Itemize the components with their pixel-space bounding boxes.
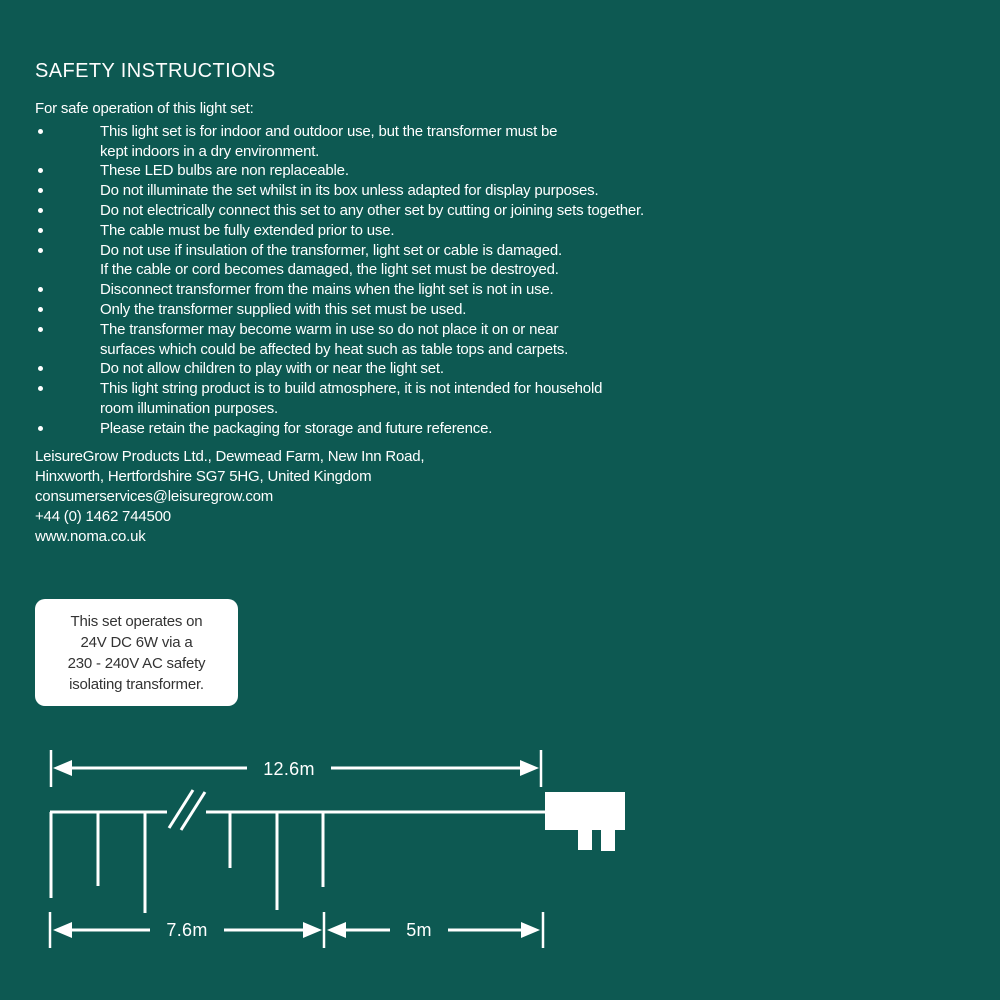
lit-length-label: 7.6m	[166, 920, 208, 940]
lead-length-label: 5m	[406, 920, 432, 940]
text-column	[35, 60, 644, 547]
list-item-line: This light string product is to build atmosphere, it is not intended for household	[100, 380, 603, 398]
bullet-icon	[38, 188, 43, 193]
contact-email: consumerservices@leisuregrow.com	[35, 487, 274, 505]
bullet-icon	[38, 327, 43, 332]
list-item-line: Disconnect transformer from the mains when the light set is not in use.	[100, 281, 554, 299]
light-string-cable	[50, 790, 545, 913]
list-item-line: kept indoors in a dry environment.	[100, 142, 320, 160]
list-item	[35, 379, 644, 419]
cable-length-diagram	[0, 740, 680, 980]
bullet-icon	[38, 426, 43, 431]
list-item	[35, 161, 644, 181]
plug-icon	[545, 792, 625, 851]
list-item-line: Do not electrically connect this set to any other set by cutting or joining sets together.	[100, 201, 644, 219]
arrow-right-icon	[521, 922, 540, 938]
bullet-icon	[38, 168, 43, 173]
contact-address-line: LeisureGrow Products Ltd., Dewmead Farm, New Inn Road,	[35, 447, 425, 465]
list-item	[35, 359, 644, 379]
safety-text	[35, 99, 644, 547]
list-item-line: This light set is for indoor and outdoor use, but the transformer must be	[100, 122, 558, 140]
lead-length-dimension	[327, 912, 543, 948]
list-item-line: The cable must be fully extended prior to use.	[100, 221, 395, 239]
list-item-line: Please retain the packaging for storage and future reference.	[100, 419, 493, 437]
list-item-line: Do not allow children to play with or near the light set.	[100, 360, 444, 378]
bullet-icon	[38, 129, 43, 134]
intro-line: For safe operation of this light set:	[35, 100, 254, 117]
list-item-line: Only the transformer supplied with this set must be used.	[100, 300, 467, 318]
info-box-line: 230 - 240V AC safety	[67, 655, 206, 672]
lit-length-dimension	[50, 912, 324, 948]
arrow-left-icon	[53, 922, 72, 938]
plug-pin	[601, 830, 615, 851]
page-title: SAFETY INSTRUCTIONS	[35, 60, 276, 82]
list-item	[35, 241, 644, 281]
contact-block	[35, 447, 644, 547]
bullet-icon	[38, 386, 43, 391]
bullet-icon	[38, 208, 43, 213]
list-item-line: room illumination purposes.	[100, 399, 279, 417]
total-length-label: 12.6m	[263, 759, 315, 779]
list-item	[35, 320, 644, 360]
cable-break-icon	[169, 790, 205, 830]
list-item-line: Do not illuminate the set whilst in its box unless adapted for display purposes.	[100, 182, 599, 200]
contact-address-line: Hinxworth, Hertfordshire SG7 5HG, United Kingdom	[35, 467, 372, 485]
list-item-line: The transformer may become warm in use so do not place it on or near	[100, 320, 559, 338]
info-box-line: isolating transformer.	[69, 676, 204, 693]
safety-list	[35, 122, 644, 439]
bullet-icon	[38, 287, 43, 292]
list-item-line: These LED bulbs are non replaceable.	[100, 162, 349, 180]
transformer-info-box	[35, 599, 238, 706]
list-item	[35, 201, 644, 221]
info-box-line: 24V DC 6W via a	[80, 634, 193, 651]
total-length-dimension	[51, 750, 541, 787]
list-item-line: surfaces which could be affected by heat such as table tops and carpets.	[100, 340, 569, 358]
arrow-right-icon	[520, 760, 539, 776]
arrow-left-icon	[53, 760, 72, 776]
arrow-right-icon	[303, 922, 322, 938]
list-item	[35, 280, 644, 300]
list-item-line: If the cable or cord becomes damaged, the light set must be destroyed.	[100, 261, 559, 279]
bullet-icon	[38, 228, 43, 233]
info-box-line: This set operates on	[70, 613, 203, 630]
list-item	[35, 419, 644, 439]
list-item	[35, 181, 644, 201]
list-item	[35, 122, 644, 162]
plug-pin	[578, 830, 592, 850]
bullet-icon	[38, 366, 43, 371]
contact-website: www.noma.co.uk	[35, 527, 146, 545]
list-item	[35, 221, 644, 241]
bullet-icon	[38, 248, 43, 253]
list-item	[35, 300, 644, 320]
list-item-line: Do not use if insulation of the transformer, light set or cable is damaged.	[100, 241, 562, 259]
arrow-left-icon	[327, 922, 346, 938]
bullet-icon	[38, 307, 43, 312]
contact-phone: +44 (0) 1462 744500	[35, 507, 171, 525]
